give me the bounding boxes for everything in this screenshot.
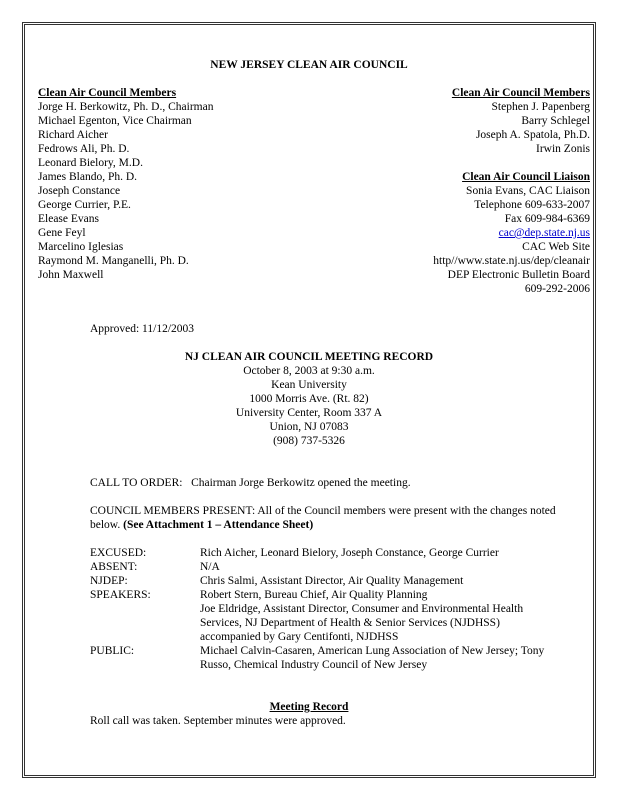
- attendance-label: ABSENT:: [90, 561, 138, 573]
- attendance-label: EXCUSED:: [90, 547, 147, 559]
- web-site-url: http//www.state.nj.us/dep/cleanair: [433, 255, 590, 267]
- liaison-name: Sonia Evans, CAC Liaison: [466, 185, 590, 197]
- roll-call-text: Roll call was taken. September minutes were approved.: [90, 715, 346, 727]
- liaison-telephone: Telephone 609-633-2007: [474, 199, 590, 211]
- call-to-order: [90, 476, 560, 490]
- web-site-label: CAC Web Site: [522, 241, 590, 253]
- meeting-record-title: NJ CLEAN AIR COUNCIL MEETING RECORD: [184, 351, 434, 363]
- attendance-row-excused: [90, 546, 560, 560]
- attendance-list: [90, 546, 560, 672]
- speaker-entry: Robert Stern, Bureau Chief, Air Quality Planning: [200, 589, 428, 601]
- attendance-label: NJDEP:: [90, 575, 128, 587]
- meeting-header: [0, 350, 618, 448]
- meeting-street: 1000 Morris Ave. (Rt. 82): [249, 393, 369, 405]
- member-name: John Maxwell: [38, 269, 104, 281]
- attendance-attachment-ref: (See Attachment 1 – Attendance Sheet: [123, 519, 310, 531]
- liaison-header: Clean Air Council Liaison: [462, 171, 590, 183]
- members-present-text: COUNCIL MEMBERS PRESENT: All of the Council members were present with the changes noted below.: [90, 505, 556, 531]
- meeting-phone: (908) 737-5326: [273, 435, 345, 447]
- approved-date: Approved: 11/12/2003: [90, 323, 195, 335]
- member-name: Elease Evans: [38, 213, 99, 225]
- attendance-value: Michael Calvin-Casaren, American Lung Association of New Jersey; Tony Russo, Chemical Industry Council of New Jersey: [200, 645, 545, 671]
- attendance-value: Chris Salmi, Assistant Director, Air Quality Management: [200, 575, 464, 587]
- attendance-row-speakers: [90, 588, 560, 644]
- attendance-row-public: [90, 644, 560, 672]
- member-name: Joseph Constance: [38, 185, 121, 197]
- liaison-email-link[interactable]: cac@dep.state.nj.us: [498, 227, 590, 239]
- member-name: Irwin Zonis: [536, 143, 590, 155]
- attendance-row-njdep: [90, 574, 560, 588]
- member-name: Barry Schlegel: [521, 115, 590, 127]
- liaison-fax: Fax 609-984-6369: [504, 213, 590, 225]
- member-name: Gene Feyl: [38, 227, 86, 239]
- meeting-city: Union, NJ 07083: [269, 421, 349, 433]
- document-title: NEW JERSEY CLEAN AIR COUNCIL: [210, 59, 408, 71]
- attendance-label: SPEAKERS:: [90, 589, 151, 601]
- left-members-header: Clean Air Council Members: [38, 87, 177, 99]
- meeting-venue: Kean University: [271, 379, 347, 391]
- call-to-order-text: Chairman Jorge Berkowitz opened the meeting.: [191, 477, 411, 489]
- bulletin-board-phone: 609-292-2006: [524, 283, 590, 295]
- member-name: Raymond M. Manganelli, Ph. D.: [38, 255, 189, 267]
- members-present: COUNCIL MEMBERS PRESENT: All of the Council members were present with the changes noted below. (See Attachment 1 – Attendance Sheet): [90, 505, 556, 531]
- speaker-entry: Joe Eldridge, Assistant Director, Consumer and Environmental Health Services, NJ Department of Health & Senior Services (NJDHSS) accompanied by Gary Centifonti, NJDHSS: [200, 603, 524, 643]
- attendance-value: N/A: [200, 561, 220, 573]
- attendance-row-absent: [90, 560, 560, 574]
- member-name: Marcelino Iglesias: [38, 241, 124, 253]
- member-name: Fedrows Ali, Ph. D.: [38, 143, 130, 155]
- member-name: Joseph A. Spatola, Ph.D.: [475, 129, 590, 141]
- bulletin-board-label: DEP Electronic Bulletin Board: [447, 269, 590, 281]
- meeting-date: October 8, 2003 at 9:30 a.m.: [243, 365, 375, 377]
- member-name: George Currier, P.E.: [38, 199, 131, 211]
- member-name: Michael Egenton, Vice Chairman: [38, 115, 192, 127]
- member-name: Leonard Bielory, M.D.: [38, 157, 143, 169]
- meeting-room: University Center, Room 337 A: [235, 407, 383, 419]
- right-members-header: Clean Air Council Members: [451, 87, 590, 99]
- right-members-column: [290, 86, 590, 296]
- attendance-label: PUBLIC:: [90, 645, 135, 657]
- member-name: Jorge H. Berkowitz, Ph. D., Chairman: [38, 101, 214, 113]
- attendance-value: [200, 588, 560, 644]
- call-to-order-label: CALL TO ORDER:: [90, 477, 183, 489]
- member-name: James Blando, Ph. D.: [38, 171, 138, 183]
- member-name: Stephen J. Papenberg: [491, 101, 590, 113]
- attendance-value: Rich Aicher, Leonard Bielory, Joseph Constance, George Currier: [200, 547, 499, 559]
- member-name: Richard Aicher: [38, 129, 108, 141]
- meeting-record-heading: Meeting Record: [269, 701, 349, 713]
